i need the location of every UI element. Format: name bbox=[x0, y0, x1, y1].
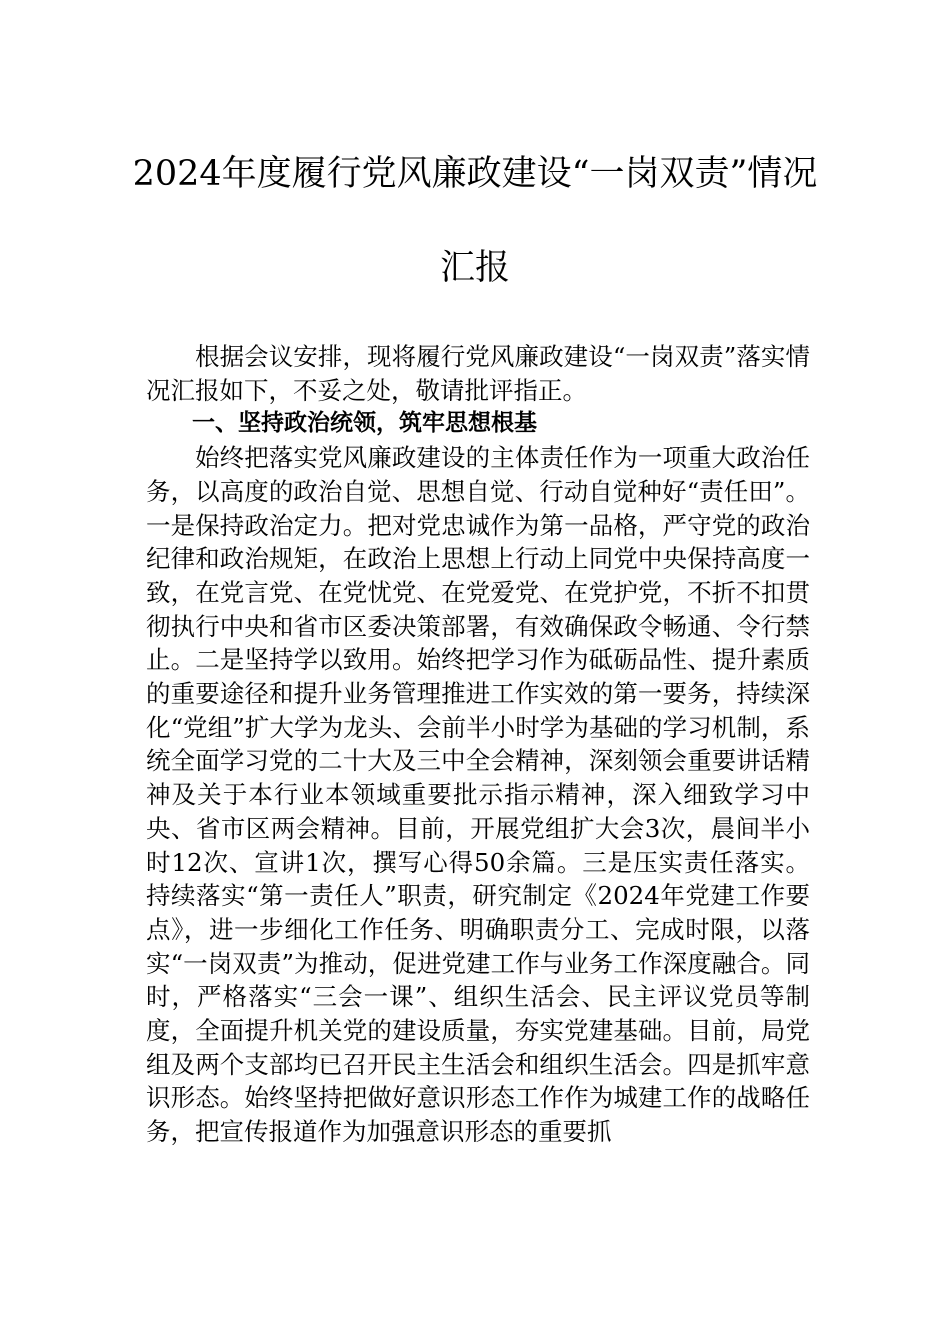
section-1-heading: 一、坚持政治统领，筑牢思想根基 bbox=[192, 410, 537, 437]
intro-paragraph: 根据会议安排，现将履行党风廉政建设“一岗双责”落实情况汇报如下，不妥之处，敬请批评指正。 bbox=[146, 342, 810, 405]
document-title-line-2: 汇报 bbox=[439, 248, 510, 288]
document-body bbox=[146, 340, 810, 1149]
document-title-line-1: 2024年度履行党风廉政建设“一岗双责”情况 bbox=[132, 154, 818, 194]
section-1-paragraph: 始终把落实党风廉政建设的主体责任作为一项重大政治任务，以高度的政治自觉、思想自觉、行动自觉种好“责任田”。一是保持政治定力。把对党忠诚作为第一品格，严守党的政治纪律和政治规矩，在政治上思想上行动上同党中央保持高度一致，在党言党、在党忧党、在党爱党、在党护党，不折不扣贯彻执行中央和省市区委决策部署，有效确保政令畅通、令行禁止。二是坚持学以致用。始终把学习作为砥砺品性、提升素质的重要途径和提升业务管理推进工作实效的第一要务，持续深化“党组”扩大学为龙头、会前半小时学为基础的学习机制，系统全面学习党的二十大及三中全会精神，深刻领会重要讲话精神及关于本行业本领域重要批示指示精神，深入细致学习中央、省市区两会精神。目前，开展党组扩大会3次，晨间半小时12次、宣讲1次，撰写心得50余篇。三是压实责任落实。持续落实“第一责任人”职责，研究制定《2024年党建工作要点》，进一步细化工作任务、明确职责分工、完成时限，以落实“一岗双责”为推动，促进党建工作与业务工作深度融合。同时，严格落实“三会一课”、组织生活会、民主评议党员等制度，全面提升机关党的建设质量，夯实党建基础。目前，局党组及两个支部均已召开民主生活会和组织生活会。四是抓牢意识形态。始终坚持把做好意识形态工作作为城建工作的战略任务，把宣传报道作为加强意识形态的重要抓 bbox=[146, 443, 810, 1147]
